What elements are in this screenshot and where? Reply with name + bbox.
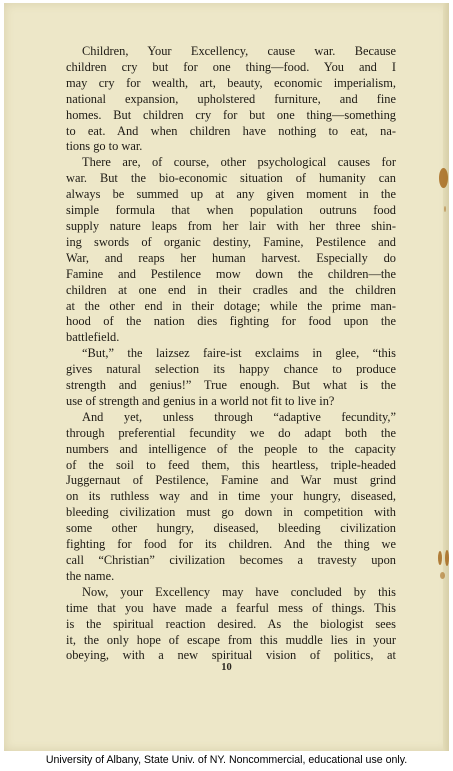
text-line: strength and genius!” True enough. But what is the xyxy=(66,378,396,393)
text-line: it, the only hope of escape from this muddle lies in your xyxy=(66,632,396,647)
body-text xyxy=(66,44,396,664)
text-line: to eat. And when children have nothing to eat, na- xyxy=(66,123,396,138)
text-line: hood of the nation dies fighting for food upon the xyxy=(66,314,396,329)
text-line: Famine and Pestilence mow down the children—the xyxy=(66,266,396,281)
text-line: ing swords of organic destiny, Famine, Pestilence and xyxy=(66,234,396,249)
paragraph xyxy=(66,585,396,665)
text-line: of the soil to feed them, this heartless, triple-headed xyxy=(66,457,396,472)
paragraph xyxy=(66,346,396,410)
text-line: the name. xyxy=(66,568,115,583)
text-line: homes. But children cry for but one thing—something xyxy=(66,107,396,122)
text-line: always be summed up at any given moment in the xyxy=(66,187,396,202)
text-line: time that you have made a fearful mess of things. This xyxy=(66,600,396,615)
text-line: children cry but for one thing—food. You and I xyxy=(66,59,396,74)
text-line: through preferential fecundity we do adapt both the xyxy=(66,425,396,440)
text-line: may cry for wealth, art, beauty, economic imperialism, xyxy=(66,75,396,90)
text-line: war. But the bio-economic situation of humanity can xyxy=(66,171,396,186)
page-number: 10 xyxy=(221,662,232,673)
text-line: some other hungry, diseased, bleeding civilization xyxy=(66,521,396,536)
text-line: battlefield. xyxy=(66,330,120,345)
text-line: national expansion, upholstered furniture, and fine xyxy=(66,91,396,106)
text-line: obeying, with a new spiritual vision of politics, at xyxy=(66,648,396,663)
stain-mark xyxy=(439,168,448,188)
text-line: And yet, unless through “adaptive fecundity,” xyxy=(82,409,396,424)
stain-mark xyxy=(445,550,449,566)
text-line: Now, your Excellency may have concluded by this xyxy=(82,584,396,599)
text-line: call “Christian” civilization becomes a travesty upon xyxy=(66,553,396,567)
text-line: supply nature leaps from her lair with her three shin- xyxy=(66,218,396,233)
paragraph xyxy=(66,44,396,155)
text-line: Juggernaut of Pestilence, Famine and War must grind xyxy=(66,473,396,488)
text-line: is the spiritual reaction desired. As the biologist sees xyxy=(66,616,396,631)
text-line: “But,” the laizsez faire-ist exclaims in glee, “this xyxy=(82,346,396,361)
text-line: bleeding civilization must go down in competition with xyxy=(66,505,396,520)
text-line: on its ruthless way and in time your hungry, diseased, xyxy=(66,489,396,504)
text-line: numbers and intelligence of the people to the capacity xyxy=(66,441,396,456)
paragraph xyxy=(66,155,396,346)
text-line: at the other end in their dotage; while the prime man- xyxy=(66,298,396,313)
stain-mark xyxy=(438,551,442,565)
stain-mark xyxy=(440,572,445,579)
text-line: children at one end in their cradles and the children xyxy=(66,282,396,297)
footer-credit: University of Albany, State Univ. of NY. Noncommercial, educational use only. xyxy=(45,754,408,766)
text-line: tions go to war. xyxy=(66,139,143,154)
stain-mark xyxy=(444,206,446,212)
text-line: Children, Your Excellency, cause war. Because xyxy=(82,44,396,58)
text-line: fighting for food for its children. And the thing we xyxy=(66,537,396,552)
text-line: gives natural selection its happy chance to produce xyxy=(66,362,396,377)
text-line: simple formula that when population outruns food xyxy=(66,203,396,218)
paragraph xyxy=(66,410,396,585)
text-line: use of strength and genius in a world not fit to live in? xyxy=(66,393,335,408)
text-line: There are, of course, other psychological causes for xyxy=(82,155,396,170)
text-line: War, and reaps her human harvest. Especially do xyxy=(66,250,396,265)
page-edge xyxy=(443,3,449,751)
